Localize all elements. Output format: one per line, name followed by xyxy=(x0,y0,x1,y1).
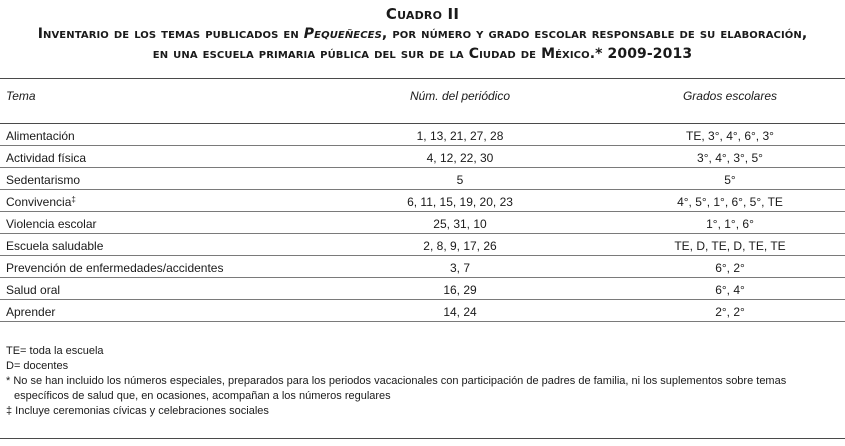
cell-grados: 3°, 4°, 3°, 5° xyxy=(697,151,763,165)
title-line-2-text: en una escuela primaria pública del sur de la Ciudad de México. xyxy=(152,46,596,62)
tema-text: Actividad física xyxy=(6,151,87,165)
cell-numeros: 5 xyxy=(456,173,464,187)
cell-numeros: 1, 13, 21, 27, 28 xyxy=(416,129,504,143)
cell-tema xyxy=(6,194,76,210)
cell-tema xyxy=(6,172,80,188)
table-row xyxy=(0,168,845,190)
title-line-1-end: , por número y grado escolar responsable de su elaboración, xyxy=(381,26,808,42)
cell-grados: 6°, 2° xyxy=(715,261,745,275)
cell-numeros: 6, 11, 15, 19, 20, 23 xyxy=(407,195,513,209)
row-separator xyxy=(0,321,845,322)
table-row xyxy=(0,190,845,212)
cell-numeros: 16, 29 xyxy=(443,283,477,297)
footnote-mark: ‡ xyxy=(71,195,76,204)
publication-name: Pequeñeces xyxy=(303,26,382,42)
cell-numeros: 2, 8, 9, 17, 26 xyxy=(423,239,497,253)
tema-text: Alimentación xyxy=(6,129,75,143)
table-row xyxy=(0,124,845,146)
cell-tema xyxy=(6,128,75,144)
title-line-1 xyxy=(0,24,845,44)
tema-text: Sedentarismo xyxy=(6,173,81,187)
cell-numeros: 4, 12, 22, 30 xyxy=(426,151,494,165)
title-years: * 2009-2013 xyxy=(595,46,693,62)
cell-numeros: 25, 31, 10 xyxy=(433,217,487,231)
tema-text: Salud oral xyxy=(6,283,61,297)
cell-tema xyxy=(6,282,60,298)
cell-grados: 5° xyxy=(724,173,736,187)
note-te: TE= toda la escuela xyxy=(6,345,104,357)
table-notes xyxy=(6,344,840,419)
top-rule xyxy=(0,78,845,79)
cell-tema xyxy=(6,216,97,232)
cell-numeros: 14, 24 xyxy=(443,305,477,319)
header-grados: Grados escolares xyxy=(682,89,778,103)
cell-tema xyxy=(6,304,55,320)
table-row xyxy=(0,234,845,256)
table-title xyxy=(0,4,845,64)
tema-text: Aprender xyxy=(6,305,56,319)
cell-grados: TE, 3°, 4°, 6°, 3° xyxy=(686,129,774,143)
cell-grados: 2°, 2° xyxy=(715,305,745,319)
note-asterisk: * No se han incluido los números especiales, preparados para los periodos vacacionales con participación de padres de familia, ni los suplementos sobre temas específicos de salud que, en ocasiones, acompañan a los números regulares xyxy=(6,375,787,402)
cell-grados: 6°, 4° xyxy=(715,283,745,297)
cell-grados: 1°, 1°, 6° xyxy=(706,217,754,231)
bottom-rule xyxy=(0,438,845,439)
table-row xyxy=(0,146,845,168)
note-double-dagger: ‡ Incluye ceremonias cívicas y celebraciones sociales xyxy=(6,405,269,417)
cell-numeros: 3, 7 xyxy=(449,261,470,275)
table-label: Cuadro II xyxy=(385,5,460,23)
cell-tema xyxy=(6,150,86,166)
cell-tema xyxy=(6,260,223,276)
title-line-2 xyxy=(0,44,845,64)
cell-grados: TE, D, TE, D, TE, TE xyxy=(674,239,786,253)
table-row xyxy=(0,300,845,322)
note-d: D= docentes xyxy=(6,360,69,372)
header-tema: Tema xyxy=(6,89,36,103)
title-line-1-start: Inventario de los temas publicados en xyxy=(37,26,304,42)
cell-tema xyxy=(6,238,103,254)
table-row xyxy=(0,256,845,278)
tema-text: Escuela saludable xyxy=(6,239,104,253)
header-numero: Núm. del periódico xyxy=(409,89,511,103)
cell-grados: 4°, 5°, 1°, 6°, 5°, TE xyxy=(677,195,783,209)
tema-text: Prevención de enfermedades/accidentes xyxy=(6,261,224,275)
table-row xyxy=(0,212,845,234)
table-row xyxy=(0,278,845,300)
tema-text: Convivencia xyxy=(6,195,72,209)
tema-text: Violencia escolar xyxy=(6,217,97,231)
